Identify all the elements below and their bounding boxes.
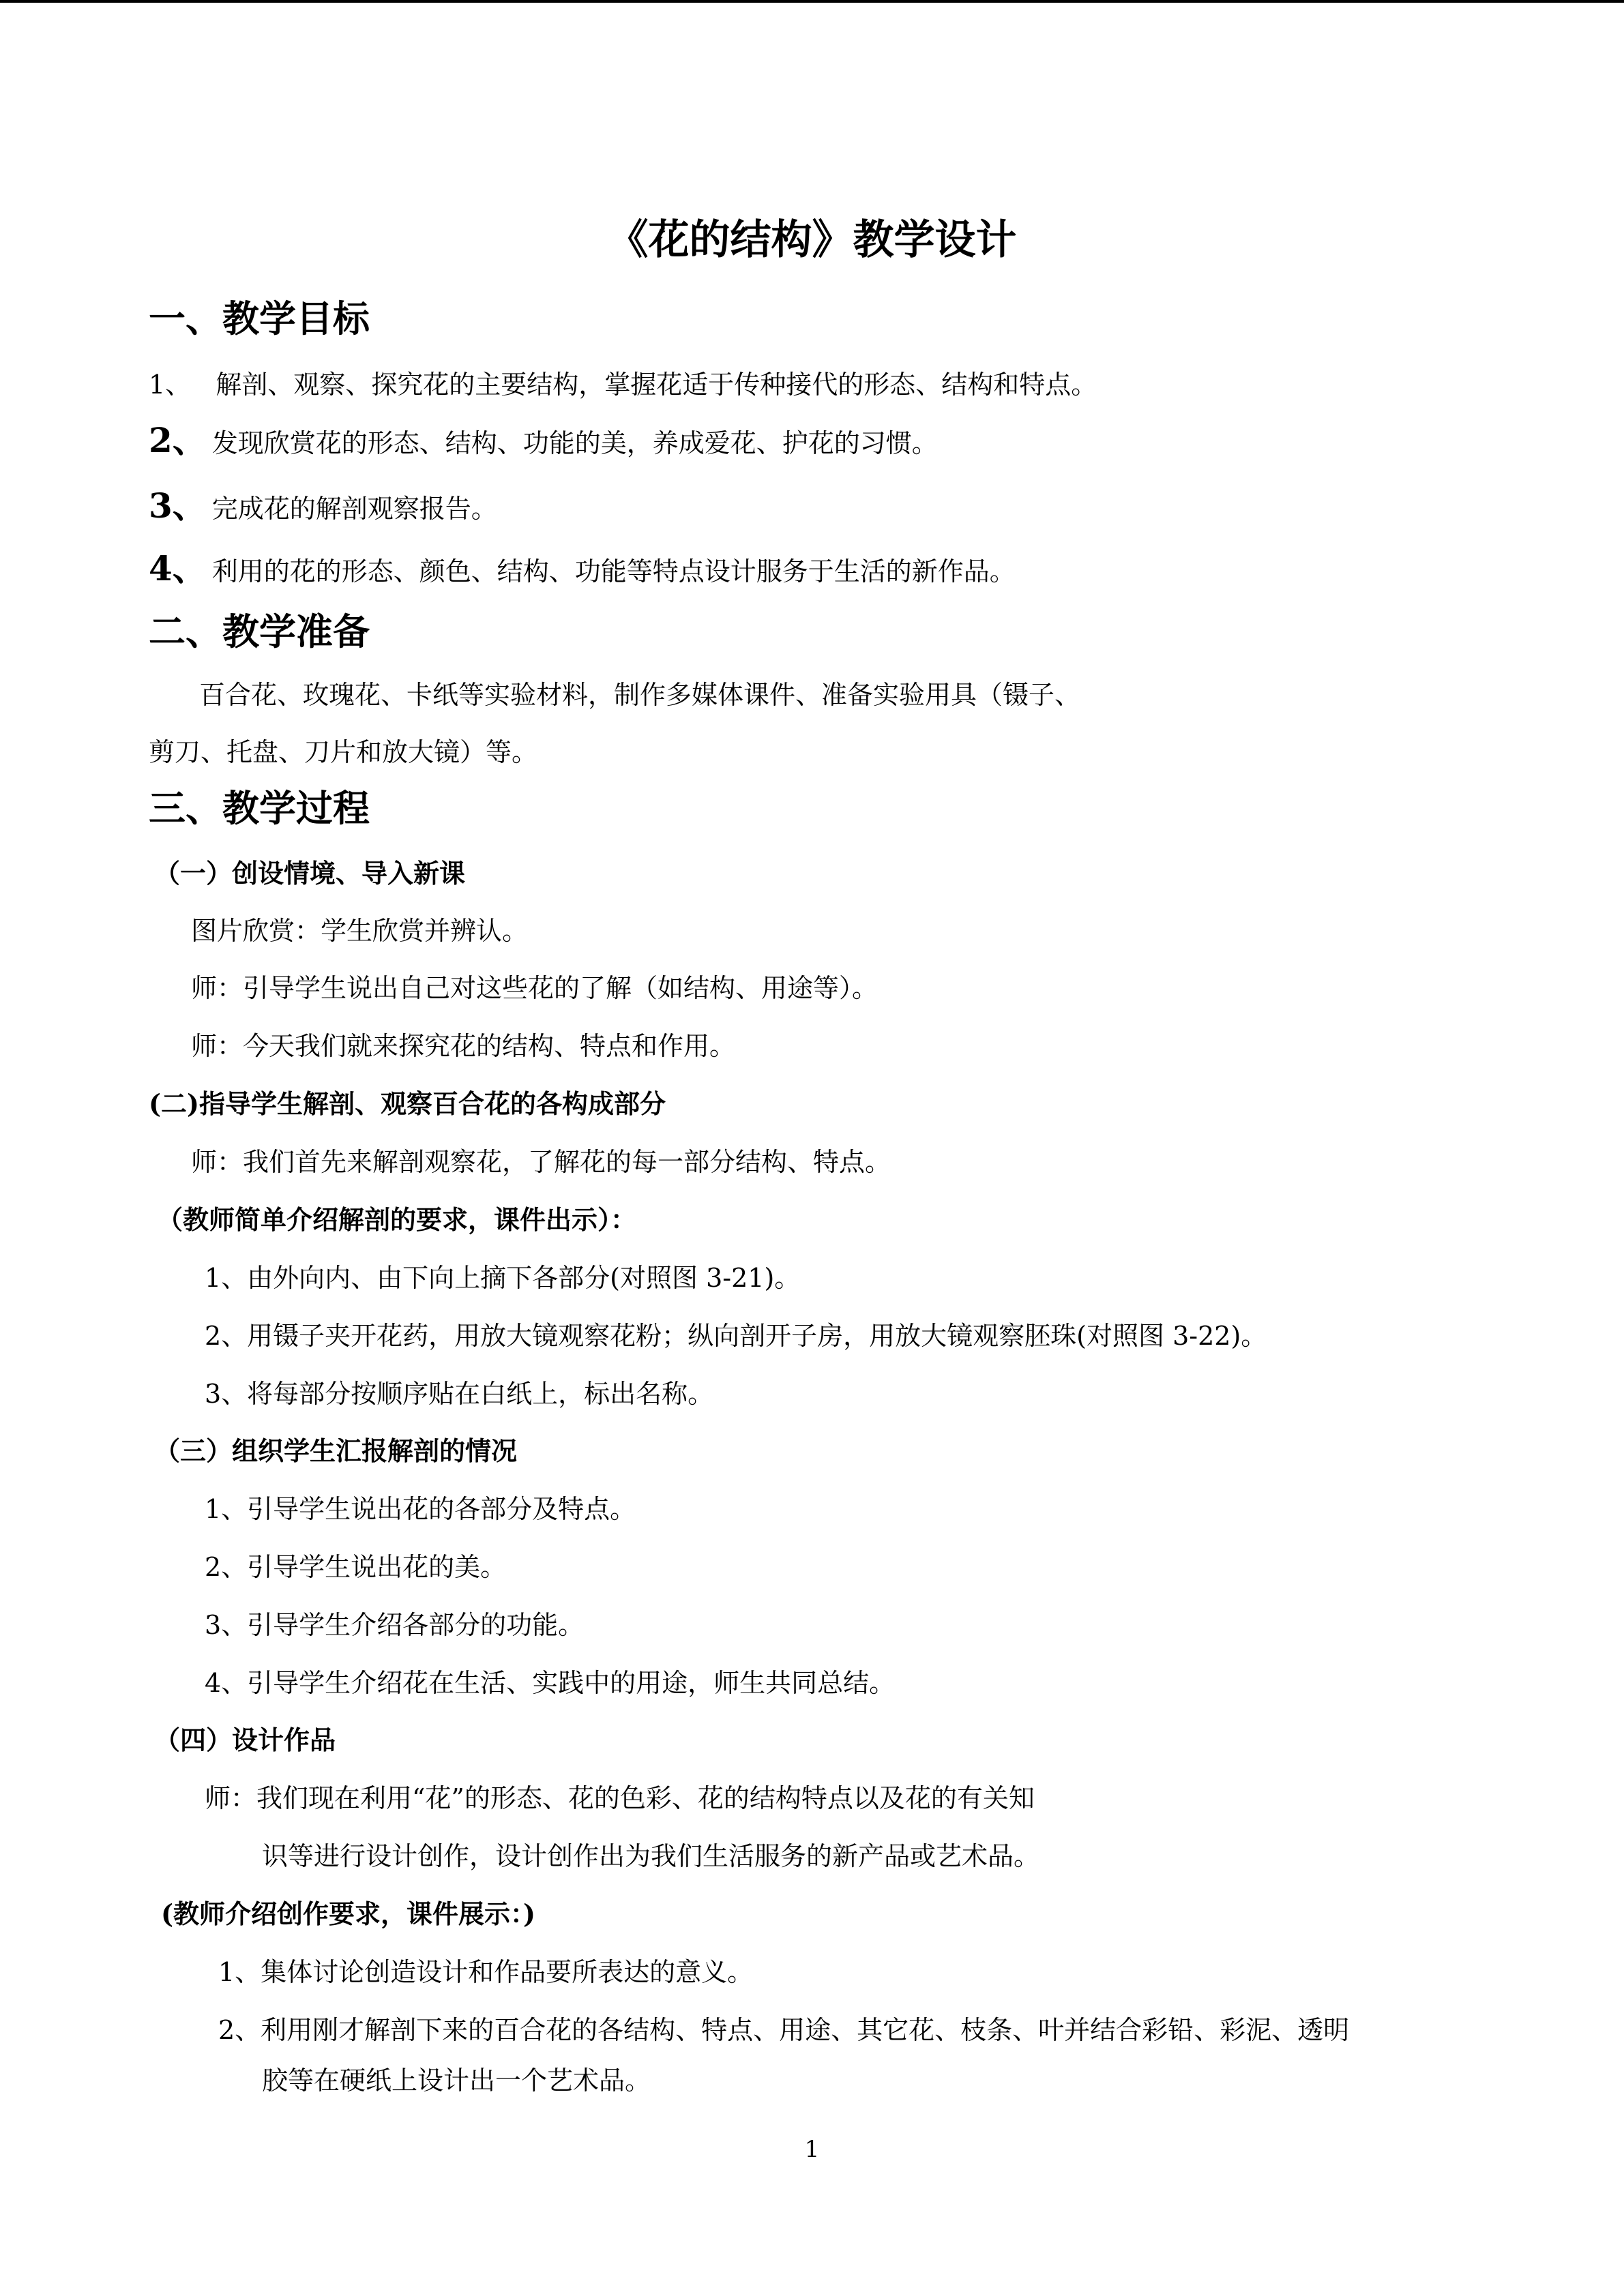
objective-number: 2、 <box>149 420 207 460</box>
subsection-2-note: （教师简单介绍解剖的要求，课件出示）： <box>157 1204 637 1235</box>
subsection-4-step-1: 1、集体讨论创造设计和作品要所表达的意义。 <box>218 1957 754 1987</box>
subsection-1-line-1: 图片欣赏：学生欣赏并辨认。 <box>191 916 529 946</box>
subsection-2-line-1: 师：我们首先来解剖观察花，了解花的每一部分结构、特点。 <box>191 1147 891 1177</box>
objective-number: 1、 <box>149 370 192 400</box>
subsection-4-step-2-line-2: 胶等在硬纸上设计出一个艺术品。 <box>262 2066 651 2096</box>
subsection-3-step-1: 1、引导学生说出花的各部分及特点。 <box>205 1494 636 1524</box>
subsection-4-step-2-line-1: 2、利用刚才解剖下来的百合花的各结构、特点、用途、其它花、枝条、叶并结合彩铅、彩泥、透明 <box>218 2015 1350 2045</box>
subsection-4-note: (教师介绍创作要求，课件展示：) <box>161 1898 535 1929</box>
subsection-4-line-2: 识等进行设计创作，设计创作出为我们生活服务的新产品或艺术品。 <box>262 1841 1040 1871</box>
section-heading-process: 三、教学过程 <box>149 786 370 830</box>
objective-text: 完成花的解剖观察报告。 <box>211 494 497 524</box>
objective-text: 解剖、观察、探究花的主要结构，掌握花适于传种接代的形态、结构和特点。 <box>216 370 1097 400</box>
objective-item-3 <box>149 488 497 527</box>
subsection-title-3: （三）组织学生汇报解剖的情况 <box>154 1435 518 1466</box>
subsection-4-line-1: 师：我们现在利用“花”的形态、花的色彩、花的结构特点以及花的有关知 <box>205 1783 1035 1813</box>
objective-item-2 <box>149 422 938 462</box>
subsection-2-step-1: 1、由外向内、由下向上摘下各部分(对照图 3-21)。 <box>205 1263 801 1293</box>
subsection-1-line-3: 师：今天我们就来探究花的结构、特点和作用。 <box>191 1031 736 1061</box>
subsection-title-1: （一）创设情境、导入新课 <box>154 858 466 889</box>
page-number: 1 <box>804 2136 820 2163</box>
subsection-3-step-4: 4、引导学生介绍花在生活、实践中的用途，师生共同总结。 <box>205 1668 896 1698</box>
document-title: 《花的结构》教学设计 <box>607 216 1017 264</box>
subsection-1-line-2: 师：引导学生说出自己对这些花的了解（如结构、用途等）。 <box>191 973 879 1003</box>
objective-text: 利用的花的形态、颜色、结构、功能等特点设计服务于生活的新作品。 <box>211 556 1016 586</box>
preparation-paragraph-line-2: 剪刀、托盘、刀片和放大镜）等。 <box>149 737 538 767</box>
subsection-2-step-3: 3、将每部分按顺序贴在白纸上，标出名称。 <box>205 1379 714 1409</box>
objective-item-4 <box>149 550 1016 590</box>
objective-text: 发现欣赏花的形态、结构、功能的美，养成爱花、护花的习惯。 <box>211 428 938 458</box>
objective-number: 4、 <box>149 548 207 588</box>
subsection-title-4: （四）设计作品 <box>154 1725 336 1755</box>
objective-item-1 <box>149 366 1097 403</box>
section-heading-objectives: 一、教学目标 <box>149 297 370 340</box>
subsection-3-step-3: 3、引导学生介绍各部分的功能。 <box>205 1610 585 1640</box>
preparation-paragraph-line-1: 百合花、玫瑰花、卡纸等实验材料，制作多媒体课件、准备实验用具（镊子、 <box>199 680 1081 710</box>
subsection-3-step-2: 2、引导学生说出花的美。 <box>205 1552 507 1582</box>
subsection-2-step-2: 2、用镊子夹开花药，用放大镜观察花粉；纵向剖开子房，用放大镜观察胚珠(对照图 3-22)。 <box>205 1321 1267 1351</box>
objective-number: 3、 <box>149 486 207 526</box>
subsection-title-2: (二)指导学生解剖、观察百合花的各构成部分 <box>149 1088 666 1119</box>
section-heading-preparation: 二、教学准备 <box>149 610 370 653</box>
